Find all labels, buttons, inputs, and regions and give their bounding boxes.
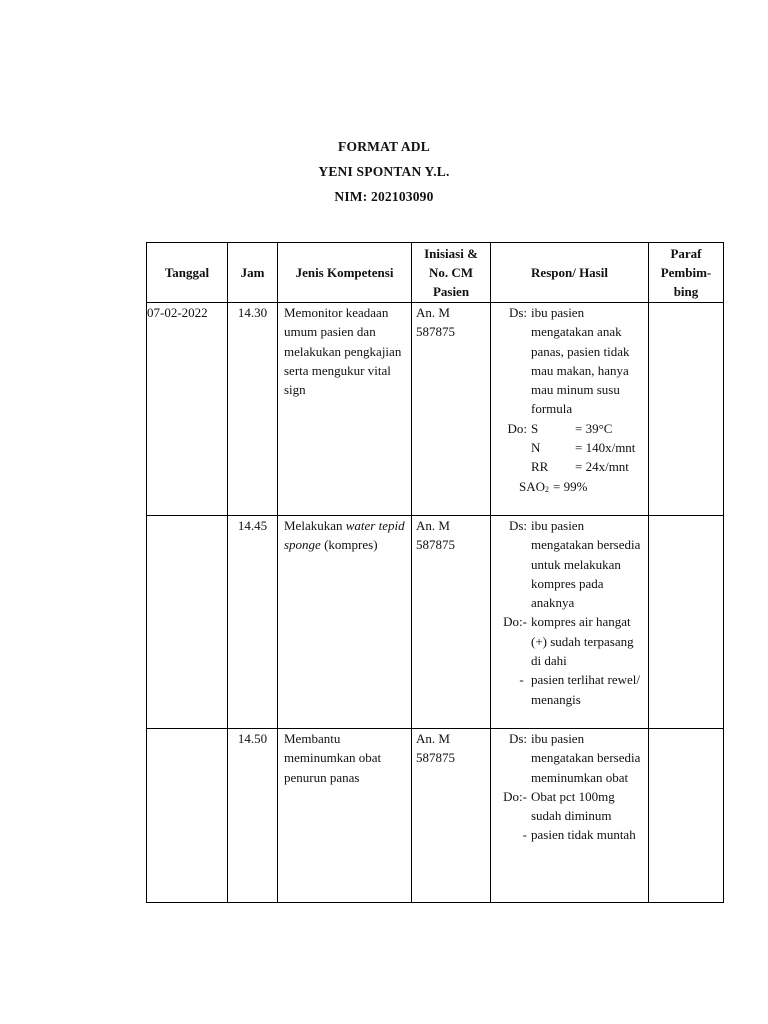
patient-cm-number: 587875	[416, 537, 455, 553]
column-header-paraf-line1: Paraf	[670, 245, 702, 261]
vital-label: N	[531, 440, 541, 456]
vital-sign-n	[493, 438, 646, 457]
objective-prefix: Do:-	[503, 788, 527, 804]
column-header-respon-hasil: Respon/ Hasil	[491, 243, 649, 303]
vital-sign-rr	[493, 457, 646, 476]
objective-prefix-2: -	[519, 672, 527, 688]
adl-table	[146, 242, 724, 903]
column-header-jenis-kompetensi: Jenis Kompetensi	[278, 243, 412, 303]
subjective-text: ibu pasien mengatakan bersedia untuk melakukan kompres pada anaknya	[531, 518, 641, 611]
subjective-data	[493, 303, 646, 419]
column-header-jam: Jam	[228, 243, 278, 303]
vital-value: = 24x/mnt	[575, 459, 629, 475]
cell-inisiasi	[412, 729, 491, 903]
subjective-text: ibu pasien mengatakan anak panas, pasien tidak mau makan, hanya mau minum susu formula	[531, 305, 630, 417]
objective-text-2: pasien tidak muntah	[531, 827, 636, 843]
student-name: YENI SPONTAN Y.L.	[318, 164, 450, 179]
cell-jam: 14.30	[228, 303, 278, 516]
vital-sign-s	[493, 419, 646, 438]
jenis-suffix-text: (kompres)	[320, 537, 378, 553]
student-nim: NIM: 202103090	[334, 189, 434, 204]
cell-tanggal	[147, 729, 228, 903]
objective-data-2	[493, 825, 646, 844]
cell-paraf	[649, 303, 724, 516]
column-header-inisiasi-line2: No. CM	[428, 264, 474, 280]
subjective-text: ibu pasien mengatakan bersedia meminumkan obat	[531, 731, 641, 785]
cell-inisiasi	[412, 516, 491, 729]
subjective-prefix: Ds:	[508, 518, 527, 533]
column-header-paraf-line3: bing	[673, 284, 699, 300]
objective-data	[493, 612, 646, 670]
column-header-tanggal: Tanggal	[147, 243, 228, 303]
jenis-text: Melakukan	[284, 518, 346, 533]
cell-jenis-kompetensi	[278, 516, 412, 729]
subjective-data	[493, 729, 646, 787]
vital-sign-sao2	[493, 477, 646, 499]
vital-label: RR	[531, 459, 549, 475]
column-header-paraf-line2: Pembim-	[660, 264, 712, 280]
objective-data	[493, 787, 646, 826]
column-header-inisiasi-line3: Pasien	[432, 284, 470, 300]
objective-text-2: pasien terlihat rewel/ menangis	[531, 672, 641, 707]
cell-jenis-kompetensi: Membantu meminumkan obat penurun panas	[278, 729, 412, 903]
objective-text: kompres air hangat (+) sudah terpasang di dahi	[531, 614, 634, 669]
column-header-inisiasi	[412, 243, 491, 303]
vital-value: = 39°C	[575, 420, 613, 436]
sao2-subscript: 2	[545, 484, 550, 494]
sao2-label: SAO	[519, 478, 546, 494]
cell-respon-hasil	[491, 729, 649, 903]
cell-jam: 14.50	[228, 729, 278, 903]
subjective-prefix: Ds:	[508, 305, 527, 320]
document-header	[0, 134, 768, 209]
objective-prefix-2: -	[522, 827, 527, 843]
patient-initial: An. M	[416, 518, 450, 533]
subjective-data	[493, 516, 646, 612]
objective-prefix: Do:	[507, 420, 527, 436]
objective-text: Obat pct 100mg sudah diminum	[531, 788, 615, 824]
cell-paraf	[649, 729, 724, 903]
cell-inisiasi	[412, 303, 491, 516]
objective-prefix: Do:-	[503, 614, 527, 630]
patient-initial: An. M	[416, 305, 450, 320]
cell-tanggal: 07-02-2022	[147, 303, 228, 516]
subjective-prefix: Ds:	[508, 731, 527, 746]
cell-jam: 14.45	[228, 516, 278, 729]
cell-paraf	[649, 516, 724, 729]
table-row	[147, 729, 724, 903]
table-row	[147, 303, 724, 516]
jenis-italic-text: water tepid sponge	[284, 518, 405, 553]
patient-initial: An. M	[416, 731, 450, 746]
column-header-inisiasi-line1: Inisiasi &	[424, 245, 478, 261]
cell-tanggal	[147, 516, 228, 729]
objective-data-2	[493, 670, 646, 709]
patient-cm-number: 587875	[416, 750, 455, 766]
vital-value: = 99%	[553, 478, 588, 494]
cell-respon-hasil	[491, 303, 649, 516]
table-row	[147, 516, 724, 729]
table-header-row	[147, 243, 724, 303]
vital-label	[519, 477, 553, 499]
cell-respon-hasil	[491, 516, 649, 729]
column-header-paraf	[649, 243, 724, 303]
vital-label: S	[531, 420, 539, 436]
patient-cm-number: 587875	[416, 324, 455, 340]
vital-value: = 140x/mnt	[575, 440, 636, 456]
document-title: FORMAT ADL	[338, 139, 430, 154]
cell-jenis-kompetensi: Memonitor keadaan umum pasien dan melakukan pengkajian serta mengukur vital sign	[278, 303, 412, 516]
